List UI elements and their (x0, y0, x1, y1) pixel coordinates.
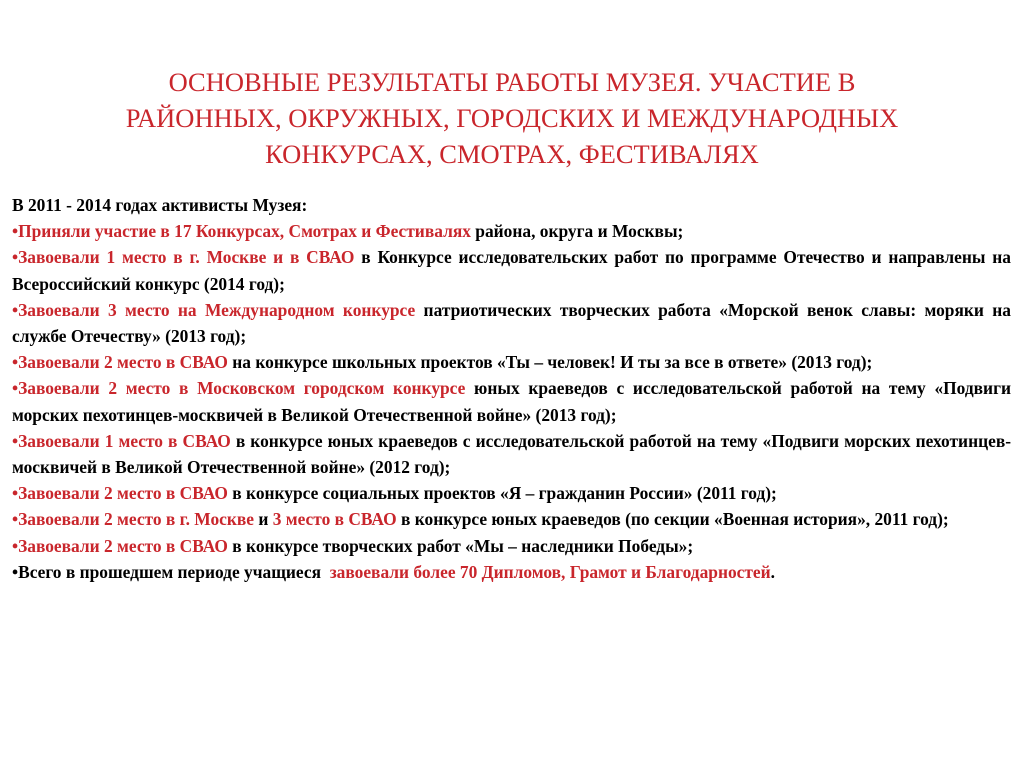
bullet: • (12, 561, 19, 582)
title-line-3: КОНКУРСАХ, СМОТРАХ, ФЕСТИВАЛЯХ (265, 139, 759, 169)
item-text: юных краеведов с исследовательской работой на тему «Подвиги морских пехотинцев-москвичей в Великой Отечественной войне» (2013 год); (12, 378, 1011, 425)
bullet: • (12, 483, 19, 504)
summary-highlight: завоевали более 70 Дипломов, Грамот и Благодарностей (329, 561, 771, 582)
achievements-list (12, 218, 1011, 585)
list-item (12, 428, 1011, 480)
title-line-2: РАЙОННЫХ, ОКРУЖНЫХ, ГОРОДСКИХ И МЕЖДУНАРОДНЫХ (125, 103, 899, 133)
item-text: в Конкурсе исследовательских работ по программе Отечество и направлены на Всероссийский конкурс (2014 год); (12, 247, 1012, 294)
list-item (12, 218, 1011, 244)
item-highlight: Завоевали 2 место в г. Москве (18, 509, 255, 530)
list-item (12, 244, 1011, 296)
item-highlight-2: 3 место в СВАО (272, 509, 397, 530)
list-item (12, 349, 1011, 375)
item-text-mid: и (254, 509, 273, 530)
title-line-1: ОСНОВНЫЕ РЕЗУЛЬТАТЫ РАБОТЫ МУЗЕЯ. УЧАСТИЕ В (168, 67, 856, 97)
bullet: • (12, 247, 19, 268)
item-highlight: Завоевали 2 место в СВАО (18, 483, 228, 504)
item-text: в конкурсе творческих работ «Мы – наследники Победы»; (227, 535, 694, 556)
bullet: • (12, 378, 19, 399)
item-highlight: Завоевали 3 место на Международном конкурсе (18, 299, 416, 320)
item-highlight: Завоевали 1 место в СВАО (18, 430, 231, 451)
item-text: на конкурсе школьных проектов «Ты – человек! И ты за все в ответе» (2013 год); (227, 352, 873, 373)
list-item (12, 533, 1011, 559)
bullet: • (12, 352, 19, 373)
list-item-summary (12, 559, 1011, 585)
item-text: патриотических творческих работа «Морской венок славы: моряки на службе Отечеству» (2013 год); (12, 299, 1011, 347)
list-item (12, 375, 1011, 427)
list-item (12, 480, 1011, 506)
bullet: • (12, 299, 19, 320)
list-item (12, 506, 1011, 532)
item-text: в конкурсе юных краеведов (по секции «Военная история», 2011 год); (396, 509, 949, 530)
slide-body (12, 192, 1011, 585)
item-text: в конкурсе юных краеведов с исследовательской работой на тему «Подвиги морских пехотинцев-москвичей в Великой Отечественной войне» (2012 год); (12, 430, 1012, 478)
item-highlight: Завоевали 2 место в СВАО (18, 535, 228, 556)
bullet: • (12, 430, 19, 451)
item-highlight: Завоевали 1 место в г. Москве и в СВАО (18, 247, 355, 268)
item-highlight: Завоевали 2 место в СВАО (18, 352, 228, 373)
item-highlight: Завоевали 2 место в Московском городском конкурсе (18, 378, 466, 399)
bullet: • (12, 509, 19, 530)
item-text: района, округа и Москвы; (470, 221, 684, 242)
slide-title (20, 64, 1004, 172)
list-item (12, 297, 1011, 349)
summary-end: . (770, 561, 776, 582)
summary-text: Всего в прошедшем периоде учащиеся (18, 561, 330, 582)
bullet: • (12, 221, 19, 242)
item-highlight: Приняли участие в 17 Конкурсах, Смотрах и Фестивалях (18, 221, 471, 242)
bullet: • (12, 535, 19, 556)
item-text: в конкурсе социальных проектов «Я – гражданин России» (2011 год); (227, 483, 777, 504)
intro-text: В 2011 - 2014 годах активисты Музея: (12, 195, 308, 215)
